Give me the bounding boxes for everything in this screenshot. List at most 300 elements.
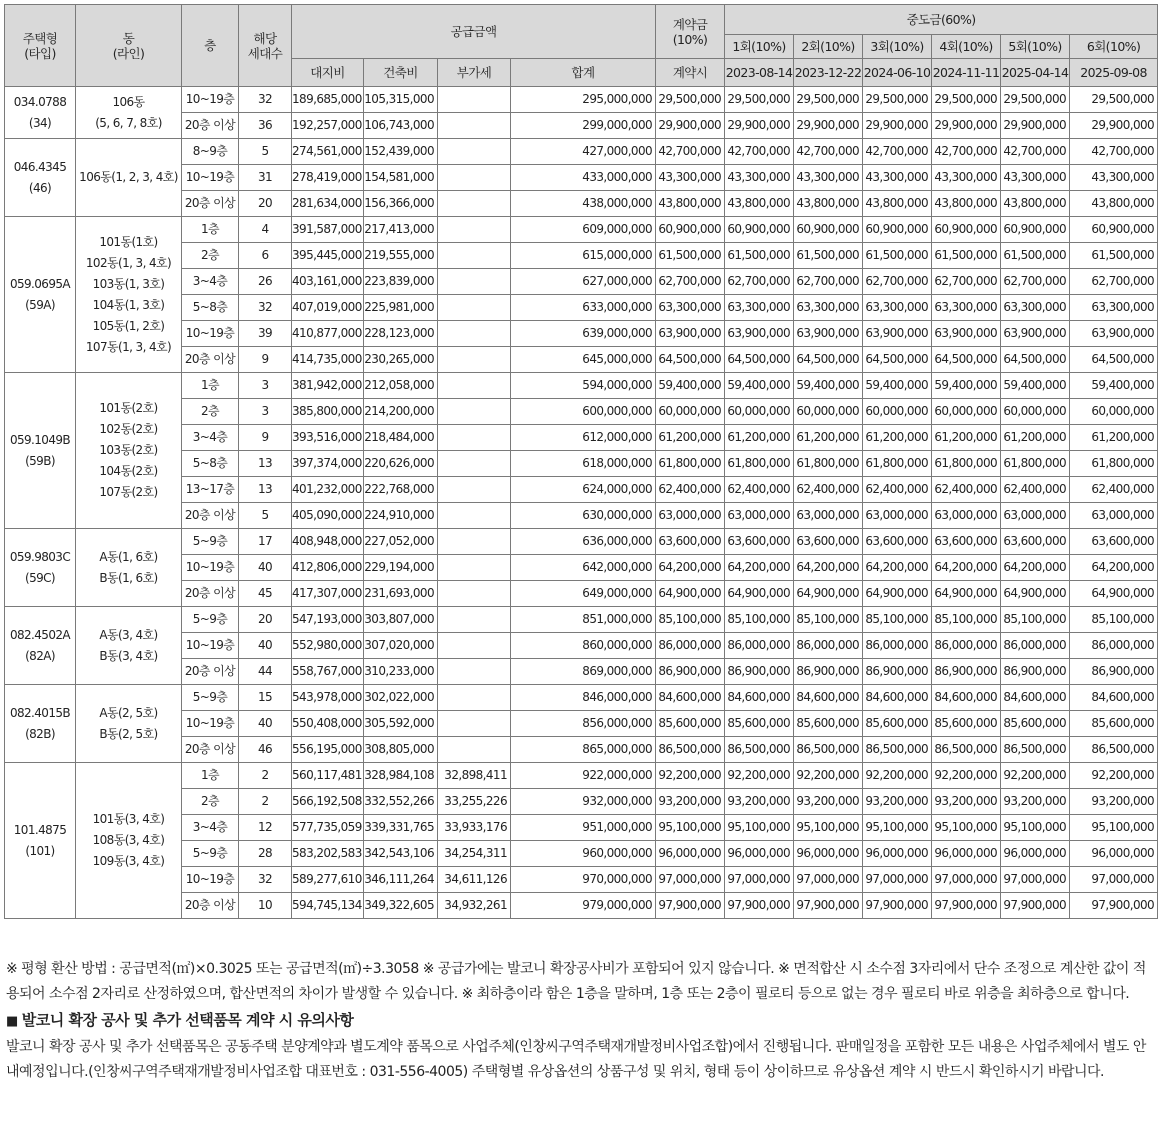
middle-payment-2-cell: 60,000,000	[794, 399, 863, 425]
vat-cell	[438, 477, 511, 503]
dong-line-cell: 106동(1, 2, 3, 4호)	[76, 139, 182, 217]
middle-payment-4-cell: 43,300,000	[932, 165, 1001, 191]
vat-cell	[438, 191, 511, 217]
land-cost-cell: 397,374,000	[292, 451, 364, 477]
middle-payment-3-cell: 62,400,000	[863, 477, 932, 503]
units-cell: 45	[239, 581, 292, 607]
building-cost-cell: 217,413,000	[364, 217, 438, 243]
building-cost-cell: 219,555,000	[364, 243, 438, 269]
middle-payment-3-cell: 64,500,000	[863, 347, 932, 373]
middle-payment-6-cell: 85,600,000	[1070, 711, 1158, 737]
middle-payment-6-cell: 86,900,000	[1070, 659, 1158, 685]
units-cell: 2	[239, 789, 292, 815]
middle-payment-3-cell: 64,200,000	[863, 555, 932, 581]
middle-payment-5-cell: 61,200,000	[1001, 425, 1070, 451]
total-cell: 594,000,000	[511, 373, 656, 399]
middle-payment-6-cell: 84,600,000	[1070, 685, 1158, 711]
middle-payment-3-cell: 96,000,000	[863, 841, 932, 867]
units-cell: 6	[239, 243, 292, 269]
units-cell: 13	[239, 451, 292, 477]
middle-payment-1-cell: 93,200,000	[725, 789, 794, 815]
middle-payment-4-cell: 29,900,000	[932, 113, 1001, 139]
header-deposit: 계약금 (10%)	[656, 5, 725, 59]
vat-cell	[438, 373, 511, 399]
units-cell: 12	[239, 815, 292, 841]
units-cell: 44	[239, 659, 292, 685]
middle-payment-1-cell: 61,500,000	[725, 243, 794, 269]
middle-payment-3-cell: 29,500,000	[863, 87, 932, 113]
header-date-6: 2025-09-08	[1070, 59, 1158, 87]
middle-payment-1-cell: 29,900,000	[725, 113, 794, 139]
middle-payment-4-cell: 85,100,000	[932, 607, 1001, 633]
units-cell: 13	[239, 477, 292, 503]
middle-payment-1-cell: 86,900,000	[725, 659, 794, 685]
deposit-cell: 61,500,000	[656, 243, 725, 269]
total-cell: 951,000,000	[511, 815, 656, 841]
middle-payment-4-cell: 97,900,000	[932, 893, 1001, 919]
middle-payment-6-cell: 86,500,000	[1070, 737, 1158, 763]
middle-payment-4-cell: 86,000,000	[932, 633, 1001, 659]
middle-payment-6-cell: 42,700,000	[1070, 139, 1158, 165]
land-cost-cell: 403,161,000	[292, 269, 364, 295]
land-cost-cell: 577,735,059	[292, 815, 364, 841]
floor-cell: 3~4층	[182, 269, 239, 295]
total-cell: 615,000,000	[511, 243, 656, 269]
total-cell: 624,000,000	[511, 477, 656, 503]
building-cost-cell: 223,839,000	[364, 269, 438, 295]
land-cost-cell: 405,090,000	[292, 503, 364, 529]
floor-cell: 5~9층	[182, 529, 239, 555]
header-building-cost: 건축비	[364, 59, 438, 87]
middle-payment-1-cell: 64,500,000	[725, 347, 794, 373]
middle-payment-4-cell: 97,000,000	[932, 867, 1001, 893]
vat-cell	[438, 165, 511, 191]
middle-payment-3-cell: 60,000,000	[863, 399, 932, 425]
vat-cell	[438, 555, 511, 581]
dong-line-cell: A동(2, 5호) B동(2, 5호)	[76, 685, 182, 763]
middle-payment-2-cell: 29,900,000	[794, 113, 863, 139]
middle-payment-5-cell: 64,200,000	[1001, 555, 1070, 581]
units-cell: 3	[239, 373, 292, 399]
middle-payment-3-cell: 63,900,000	[863, 321, 932, 347]
header-vat: 부가세	[438, 59, 511, 87]
middle-payment-2-cell: 61,200,000	[794, 425, 863, 451]
middle-payment-5-cell: 84,600,000	[1001, 685, 1070, 711]
middle-payment-3-cell: 85,100,000	[863, 607, 932, 633]
header-installment-4: 4회(10%)	[932, 35, 1001, 59]
land-cost-cell: 274,561,000	[292, 139, 364, 165]
middle-payment-2-cell: 95,100,000	[794, 815, 863, 841]
land-cost-cell: 594,745,134	[292, 893, 364, 919]
total-cell: 922,000,000	[511, 763, 656, 789]
total-cell: 851,000,000	[511, 607, 656, 633]
middle-payment-5-cell: 42,700,000	[1001, 139, 1070, 165]
table-row	[5, 529, 1158, 555]
building-cost-cell: 346,111,264	[364, 867, 438, 893]
dong-line-cell: 101동(1호) 102동(1, 3, 4호) 103동(1, 3호) 104동(1, 3호) 105동(1, 2호) 107동(1, 3, 4호)	[76, 217, 182, 373]
deposit-cell: 62,400,000	[656, 477, 725, 503]
middle-payment-1-cell: 64,200,000	[725, 555, 794, 581]
total-cell: 865,000,000	[511, 737, 656, 763]
land-cost-cell: 560,117,481	[292, 763, 364, 789]
total-cell: 636,000,000	[511, 529, 656, 555]
header-installment-1: 1회(10%)	[725, 35, 794, 59]
middle-payment-4-cell: 60,900,000	[932, 217, 1001, 243]
middle-payment-3-cell: 97,900,000	[863, 893, 932, 919]
vat-cell: 33,933,176	[438, 815, 511, 841]
middle-payment-6-cell: 64,200,000	[1070, 555, 1158, 581]
vat-cell	[438, 347, 511, 373]
deposit-cell: 60,900,000	[656, 217, 725, 243]
vat-cell	[438, 685, 511, 711]
floor-cell: 10~19층	[182, 867, 239, 893]
building-cost-cell: 230,265,000	[364, 347, 438, 373]
vat-cell	[438, 113, 511, 139]
land-cost-cell: 589,277,610	[292, 867, 364, 893]
middle-payment-2-cell: 42,700,000	[794, 139, 863, 165]
middle-payment-1-cell: 96,000,000	[725, 841, 794, 867]
deposit-cell: 59,400,000	[656, 373, 725, 399]
building-cost-cell: 154,581,000	[364, 165, 438, 191]
middle-payment-3-cell: 61,500,000	[863, 243, 932, 269]
header-deposit-timing: 계약시	[656, 59, 725, 87]
middle-payment-1-cell: 64,900,000	[725, 581, 794, 607]
header-supply-price: 공급금액	[292, 5, 656, 59]
floor-cell: 20층 이상	[182, 893, 239, 919]
land-cost-cell: 391,587,000	[292, 217, 364, 243]
header-type: 주택형 (타입)	[5, 5, 76, 87]
vat-cell: 33,255,226	[438, 789, 511, 815]
vat-cell	[438, 607, 511, 633]
unit-type-cell: 082.4015B (82B)	[5, 685, 76, 763]
units-cell: 40	[239, 633, 292, 659]
notes-paragraph: ※ 평형 환산 방법 : 공급면적(㎡)×0.3025 또는 공급면적(㎡)÷3.3058 ※ 공급가에는 발코니 확장공사비가 포함되어 있지 않습니다. ※ 면적합산 시 소수점 3자리에서 단수 조정으로 계산한 값이 적용되어 소수점 2자리로 산정하였으며, 합산면적의 차이가 발생할 수 있습니다. ※ 최하층이라 함은 1층을 말하며, 1층 또는 2층이 필로티 등으로 없는 경우 필로티 바로 위층을 최하층으로 합니다.	[6, 961, 1146, 1002]
deposit-cell: 43,800,000	[656, 191, 725, 217]
middle-payment-2-cell: 97,000,000	[794, 867, 863, 893]
vat-cell	[438, 399, 511, 425]
building-cost-cell: 227,052,000	[364, 529, 438, 555]
middle-payment-2-cell: 86,900,000	[794, 659, 863, 685]
deposit-cell: 63,300,000	[656, 295, 725, 321]
middle-payment-6-cell: 64,900,000	[1070, 581, 1158, 607]
total-cell: 299,000,000	[511, 113, 656, 139]
units-cell: 9	[239, 425, 292, 451]
units-cell: 26	[239, 269, 292, 295]
building-cost-cell: 342,543,106	[364, 841, 438, 867]
middle-payment-6-cell: 64,500,000	[1070, 347, 1158, 373]
middle-payment-5-cell: 97,000,000	[1001, 867, 1070, 893]
land-cost-cell: 556,195,000	[292, 737, 364, 763]
middle-payment-2-cell: 64,500,000	[794, 347, 863, 373]
land-cost-cell: 558,767,000	[292, 659, 364, 685]
deposit-cell: 85,100,000	[656, 607, 725, 633]
middle-payment-3-cell: 97,000,000	[863, 867, 932, 893]
table-row	[5, 217, 1158, 243]
middle-payment-3-cell: 61,200,000	[863, 425, 932, 451]
building-cost-cell: 303,807,000	[364, 607, 438, 633]
supply-price-table	[4, 4, 1158, 919]
middle-payment-5-cell: 97,900,000	[1001, 893, 1070, 919]
middle-payment-2-cell: 96,000,000	[794, 841, 863, 867]
middle-payment-6-cell: 93,200,000	[1070, 789, 1158, 815]
notes-section	[6, 957, 1156, 1085]
middle-payment-6-cell: 61,500,000	[1070, 243, 1158, 269]
middle-payment-2-cell: 86,000,000	[794, 633, 863, 659]
floor-cell: 1층	[182, 763, 239, 789]
middle-payment-4-cell: 62,700,000	[932, 269, 1001, 295]
middle-payment-2-cell: 43,800,000	[794, 191, 863, 217]
middle-payment-3-cell: 84,600,000	[863, 685, 932, 711]
middle-payment-4-cell: 59,400,000	[932, 373, 1001, 399]
land-cost-cell: 192,257,000	[292, 113, 364, 139]
middle-payment-4-cell: 96,000,000	[932, 841, 1001, 867]
land-cost-cell: 278,419,000	[292, 165, 364, 191]
land-cost-cell: 583,202,583	[292, 841, 364, 867]
land-cost-cell: 381,942,000	[292, 373, 364, 399]
middle-payment-5-cell: 62,700,000	[1001, 269, 1070, 295]
middle-payment-5-cell: 86,500,000	[1001, 737, 1070, 763]
middle-payment-6-cell: 63,900,000	[1070, 321, 1158, 347]
units-cell: 39	[239, 321, 292, 347]
deposit-cell: 42,700,000	[656, 139, 725, 165]
middle-payment-2-cell: 97,900,000	[794, 893, 863, 919]
vat-cell	[438, 321, 511, 347]
building-cost-cell: 222,768,000	[364, 477, 438, 503]
vat-cell	[438, 295, 511, 321]
middle-payment-6-cell: 62,700,000	[1070, 269, 1158, 295]
middle-payment-4-cell: 86,500,000	[932, 737, 1001, 763]
middle-payment-6-cell: 63,300,000	[1070, 295, 1158, 321]
middle-payment-3-cell: 60,900,000	[863, 217, 932, 243]
middle-payment-1-cell: 43,800,000	[725, 191, 794, 217]
floor-cell: 10~19층	[182, 87, 239, 113]
notes-section-title: 발코니 확장 공사 및 추가 선택품목 계약 시 유의사항	[21, 1011, 354, 1029]
middle-payment-5-cell: 61,800,000	[1001, 451, 1070, 477]
middle-payment-6-cell: 96,000,000	[1070, 841, 1158, 867]
unit-type-cell: 034.0788 (34)	[5, 87, 76, 139]
vat-cell	[438, 139, 511, 165]
vat-cell	[438, 451, 511, 477]
building-cost-cell: 152,439,000	[364, 139, 438, 165]
middle-payment-6-cell: 60,900,000	[1070, 217, 1158, 243]
middle-payment-6-cell: 59,400,000	[1070, 373, 1158, 399]
floor-cell: 10~19층	[182, 555, 239, 581]
middle-payment-2-cell: 60,900,000	[794, 217, 863, 243]
middle-payment-2-cell: 92,200,000	[794, 763, 863, 789]
middle-payment-4-cell: 92,200,000	[932, 763, 1001, 789]
deposit-cell: 86,500,000	[656, 737, 725, 763]
floor-cell: 5~9층	[182, 607, 239, 633]
middle-payment-4-cell: 64,900,000	[932, 581, 1001, 607]
middle-payment-6-cell: 97,000,000	[1070, 867, 1158, 893]
total-cell: 630,000,000	[511, 503, 656, 529]
dong-line-cell: 101동(3, 4호) 108동(3, 4호) 109동(3, 4호)	[76, 763, 182, 919]
total-cell: 856,000,000	[511, 711, 656, 737]
header-installment-3: 3회(10%)	[863, 35, 932, 59]
total-cell: 295,000,000	[511, 87, 656, 113]
deposit-cell: 63,900,000	[656, 321, 725, 347]
middle-payment-6-cell: 60,000,000	[1070, 399, 1158, 425]
middle-payment-5-cell: 85,600,000	[1001, 711, 1070, 737]
header-date-2: 2023-12-22	[794, 59, 863, 87]
middle-payment-4-cell: 85,600,000	[932, 711, 1001, 737]
vat-cell: 34,932,261	[438, 893, 511, 919]
vat-cell	[438, 243, 511, 269]
middle-payment-4-cell: 64,200,000	[932, 555, 1001, 581]
middle-payment-1-cell: 60,000,000	[725, 399, 794, 425]
middle-payment-5-cell: 63,600,000	[1001, 529, 1070, 555]
middle-payment-5-cell: 43,800,000	[1001, 191, 1070, 217]
table-header	[5, 5, 1158, 87]
total-cell: 846,000,000	[511, 685, 656, 711]
middle-payment-1-cell: 63,600,000	[725, 529, 794, 555]
deposit-cell: 86,000,000	[656, 633, 725, 659]
middle-payment-2-cell: 63,000,000	[794, 503, 863, 529]
total-cell: 860,000,000	[511, 633, 656, 659]
land-cost-cell: 412,806,000	[292, 555, 364, 581]
land-cost-cell: 414,735,000	[292, 347, 364, 373]
header-date-1: 2023-08-14	[725, 59, 794, 87]
middle-payment-4-cell: 60,000,000	[932, 399, 1001, 425]
middle-payment-5-cell: 63,000,000	[1001, 503, 1070, 529]
header-installment-5: 5회(10%)	[1001, 35, 1070, 59]
middle-payment-1-cell: 29,500,000	[725, 87, 794, 113]
land-cost-cell: 401,232,000	[292, 477, 364, 503]
middle-payment-3-cell: 62,700,000	[863, 269, 932, 295]
land-cost-cell: 408,948,000	[292, 529, 364, 555]
vat-cell	[438, 711, 511, 737]
units-cell: 5	[239, 139, 292, 165]
land-cost-cell: 417,307,000	[292, 581, 364, 607]
vat-cell	[438, 217, 511, 243]
middle-payment-6-cell: 95,100,000	[1070, 815, 1158, 841]
deposit-cell: 97,000,000	[656, 867, 725, 893]
middle-payment-3-cell: 86,900,000	[863, 659, 932, 685]
total-cell: 960,000,000	[511, 841, 656, 867]
land-cost-cell: 552,980,000	[292, 633, 364, 659]
land-cost-cell: 281,634,000	[292, 191, 364, 217]
unit-type-cell: 082.4502A (82A)	[5, 607, 76, 685]
floor-cell: 3~4층	[182, 815, 239, 841]
middle-payment-3-cell: 63,000,000	[863, 503, 932, 529]
land-cost-cell: 189,685,000	[292, 87, 364, 113]
units-cell: 28	[239, 841, 292, 867]
table-row	[5, 87, 1158, 113]
middle-payment-5-cell: 43,300,000	[1001, 165, 1070, 191]
total-cell: 433,000,000	[511, 165, 656, 191]
middle-payment-5-cell: 92,200,000	[1001, 763, 1070, 789]
building-cost-cell: 332,552,266	[364, 789, 438, 815]
floor-cell: 1층	[182, 217, 239, 243]
vat-cell	[438, 503, 511, 529]
total-cell: 979,000,000	[511, 893, 656, 919]
floor-cell: 3~4층	[182, 425, 239, 451]
total-cell: 609,000,000	[511, 217, 656, 243]
floor-cell: 2층	[182, 399, 239, 425]
middle-payment-6-cell: 63,000,000	[1070, 503, 1158, 529]
floor-cell: 8~9층	[182, 139, 239, 165]
middle-payment-4-cell: 61,500,000	[932, 243, 1001, 269]
land-cost-cell: 566,192,508	[292, 789, 364, 815]
middle-payment-5-cell: 64,500,000	[1001, 347, 1070, 373]
middle-payment-1-cell: 85,100,000	[725, 607, 794, 633]
middle-payment-1-cell: 59,400,000	[725, 373, 794, 399]
middle-payment-4-cell: 64,500,000	[932, 347, 1001, 373]
total-cell: 438,000,000	[511, 191, 656, 217]
middle-payment-5-cell: 86,900,000	[1001, 659, 1070, 685]
floor-cell: 2층	[182, 243, 239, 269]
units-cell: 32	[239, 87, 292, 113]
units-cell: 4	[239, 217, 292, 243]
middle-payment-6-cell: 86,000,000	[1070, 633, 1158, 659]
floor-cell: 10~19층	[182, 165, 239, 191]
middle-payment-5-cell: 62,400,000	[1001, 477, 1070, 503]
deposit-cell: 43,300,000	[656, 165, 725, 191]
building-cost-cell: 156,366,000	[364, 191, 438, 217]
vat-cell	[438, 581, 511, 607]
total-cell: 869,000,000	[511, 659, 656, 685]
floor-cell: 20층 이상	[182, 503, 239, 529]
vat-cell: 34,254,311	[438, 841, 511, 867]
floor-cell: 13~17층	[182, 477, 239, 503]
units-cell: 32	[239, 867, 292, 893]
middle-payment-6-cell: 85,100,000	[1070, 607, 1158, 633]
header-date-3: 2024-06-10	[863, 59, 932, 87]
dong-line-cell: A동(3, 4호) B동(3, 4호)	[76, 607, 182, 685]
header-middle-payment: 중도금(60%)	[725, 5, 1158, 35]
deposit-cell: 64,900,000	[656, 581, 725, 607]
middle-payment-4-cell: 61,200,000	[932, 425, 1001, 451]
notes-section-heading	[6, 1007, 1156, 1035]
middle-payment-6-cell: 29,500,000	[1070, 87, 1158, 113]
table-row	[5, 685, 1158, 711]
middle-payment-6-cell: 62,400,000	[1070, 477, 1158, 503]
middle-payment-4-cell: 43,800,000	[932, 191, 1001, 217]
middle-payment-6-cell: 63,600,000	[1070, 529, 1158, 555]
deposit-cell: 61,200,000	[656, 425, 725, 451]
total-cell: 600,000,000	[511, 399, 656, 425]
header-date-4: 2024-11-11	[932, 59, 1001, 87]
middle-payment-3-cell: 43,800,000	[863, 191, 932, 217]
floor-cell: 5~9층	[182, 841, 239, 867]
middle-payment-4-cell: 61,800,000	[932, 451, 1001, 477]
building-cost-cell: 310,233,000	[364, 659, 438, 685]
deposit-cell: 63,600,000	[656, 529, 725, 555]
header-installment-6: 6회(10%)	[1070, 35, 1158, 59]
middle-payment-5-cell: 60,900,000	[1001, 217, 1070, 243]
total-cell: 932,000,000	[511, 789, 656, 815]
middle-payment-1-cell: 92,200,000	[725, 763, 794, 789]
middle-payment-2-cell: 85,100,000	[794, 607, 863, 633]
middle-payment-5-cell: 60,000,000	[1001, 399, 1070, 425]
deposit-cell: 62,700,000	[656, 269, 725, 295]
units-cell: 40	[239, 555, 292, 581]
unit-type-cell: 101.4875 (101)	[5, 763, 76, 919]
header-land-cost: 대지비	[292, 59, 364, 87]
floor-cell: 5~8층	[182, 451, 239, 477]
total-cell: 642,000,000	[511, 555, 656, 581]
deposit-cell: 96,000,000	[656, 841, 725, 867]
middle-payment-4-cell: 95,100,000	[932, 815, 1001, 841]
middle-payment-3-cell: 86,500,000	[863, 737, 932, 763]
table-row	[5, 139, 1158, 165]
total-cell: 618,000,000	[511, 451, 656, 477]
units-cell: 46	[239, 737, 292, 763]
deposit-cell: 97,900,000	[656, 893, 725, 919]
vat-cell	[438, 269, 511, 295]
middle-payment-3-cell: 92,200,000	[863, 763, 932, 789]
unit-type-cell: 059.9803C (59C)	[5, 529, 76, 607]
